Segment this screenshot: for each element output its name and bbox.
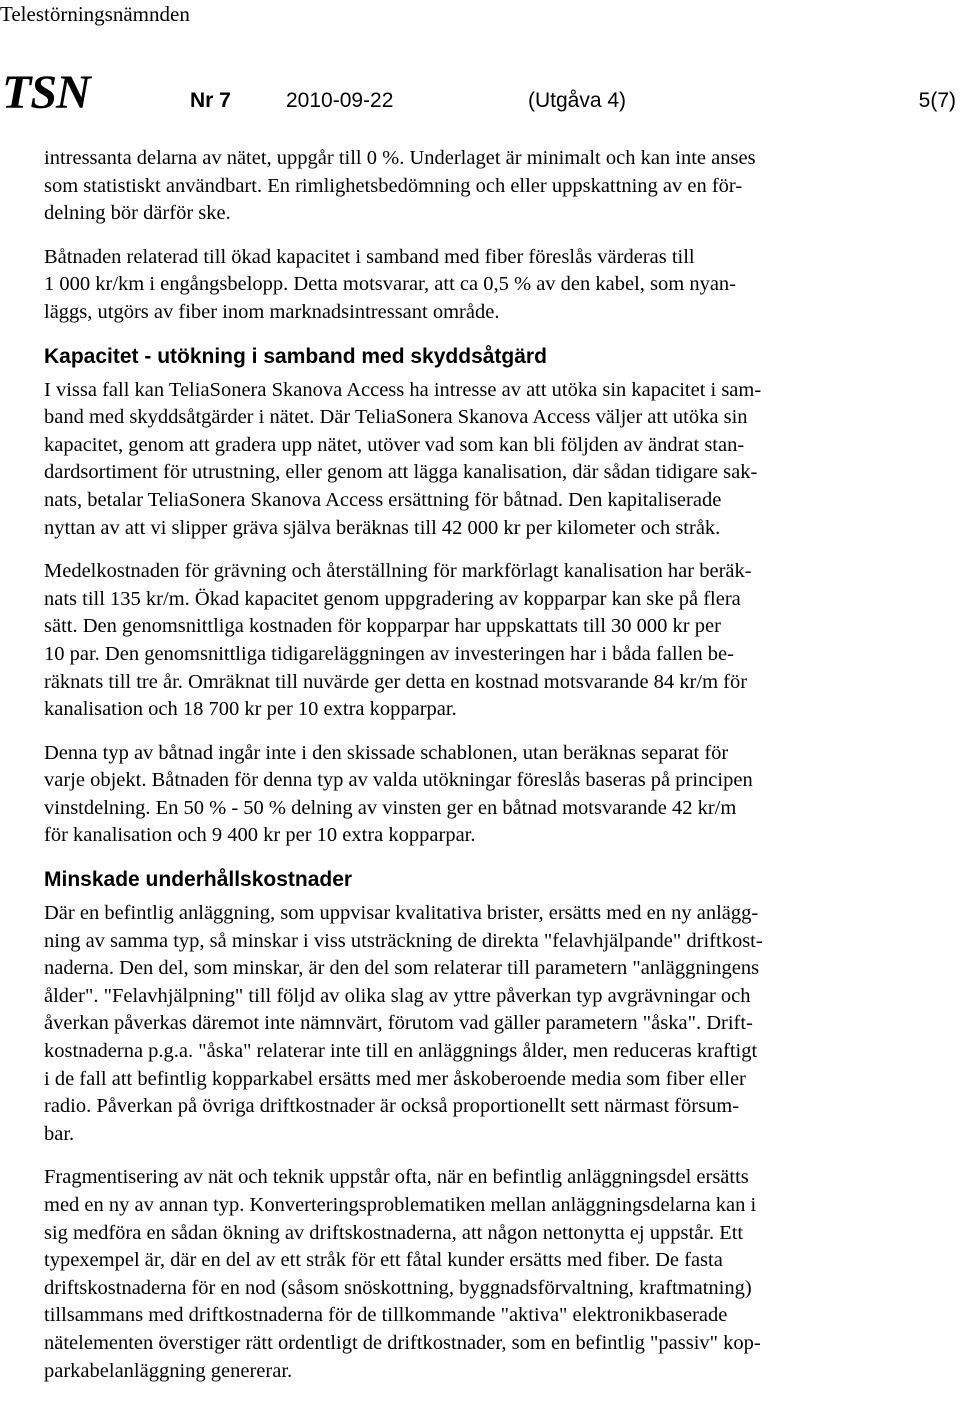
paragraph xyxy=(44,740,914,850)
text-line: delning bör därför ske. xyxy=(44,202,231,225)
text-line: kanalisation och 18 700 kr per 10 extra kopparpar. xyxy=(44,698,457,721)
tsn-logo: TSN xyxy=(2,66,90,119)
text-line: bar. xyxy=(44,1122,75,1145)
page-number: 5(7) xyxy=(918,89,956,112)
text-line: radio. Påverkan på övriga driftkostnader är också proportionellt sett närmast försum- xyxy=(44,1095,740,1118)
text-line: nätelementen överstiger rätt ordentligt de driftkostnader, som en befintlig "passiv" kop- xyxy=(44,1331,761,1354)
text-line: Denna typ av båtnad ingår inte i den skissade schablonen, utan beräknas separat för xyxy=(44,741,729,764)
text-line: nats till 135 kr/m. Ökad kapacitet genom uppgradering av kopparpar kan ske på flera xyxy=(44,587,741,610)
paragraph xyxy=(44,900,914,1148)
text-line: Medelkostnaden för grävning och återställning för markförlagt kanalisation har beräk- xyxy=(44,560,752,583)
text-line: naderna. Den del, som minskar, är den del som relaterar till parametern "anläggningens xyxy=(44,957,760,980)
text-line: ning av samma typ, så minskar i viss utsträckning de direkta "felavhjälpande" driftkost- xyxy=(44,929,763,952)
text-line: ålder". "Felavhjälpning" till följd av olika slag av yttre påverkan typ avgrävningar och xyxy=(44,984,751,1007)
text-line: parkabelanläggning genererar. xyxy=(44,1359,293,1382)
text-line: intressanta delarna av nätet, uppgår till 0 %. Underlaget är minimalt och kan inte anses xyxy=(44,147,756,169)
text-line: 1 000 kr/km i engångsbelopp. Detta motsvarar, att ca 0,5 % av den kabel, som nyan- xyxy=(44,273,737,296)
text-line: nyttan av att vi slipper gräva själva beräknas till 42 000 kr per kilometer och stråk. xyxy=(44,516,721,539)
section-heading: Minskade underhållskostnader xyxy=(44,868,353,892)
text-line: vinstdelning. En 50 % - 50 % delning av vinsten ger en båtnad motsvarande 42 kr/m xyxy=(44,796,737,819)
paragraph xyxy=(44,145,914,228)
paragraph xyxy=(44,558,914,724)
text-line: sätt. Den genomsnittliga kostnaden för kopparpar har uppskattats till 30 000 kr per xyxy=(44,615,721,638)
text-line: kapacitet, genom att gradera upp nätet, utöver vad som kan bli följden av ändrat stan- xyxy=(44,433,745,456)
text-line: sig medföra en sådan ökning av driftskostnaderna, att någon nettonytta ej uppstår. Ett xyxy=(44,1221,744,1244)
text-line: typexempel är, där en del av ett stråk för ett fåtal kunder ersätts med fiber. De fasta xyxy=(44,1249,723,1272)
text-line: Där en befintlig anläggning, som uppvisar kvalitativa brister, ersätts med en ny anlägg- xyxy=(44,902,759,925)
text-line: Fragmentisering av nät och teknik uppstår ofta, när en befintlig anläggningsdel ersätts xyxy=(44,1166,749,1189)
text-line: band med skyddsåtgärder i nätet. Där TeliaSonera Skanova Access väljer att utöka sin xyxy=(44,406,748,429)
section-heading: Kapacitet - utökning i samband med skyddsåtgärd xyxy=(44,344,547,368)
text-line: driftskostnaderna för en nod (såsom snöskottning, byggnadsförvaltning, kraftmatning) xyxy=(44,1276,752,1299)
text-line: nats, betalar TeliaSonera Skanova Access ersättning för båtnad. Den kapitaliserade xyxy=(44,488,722,511)
issue-number: Nr 7 xyxy=(190,89,231,112)
text-line: kostnaderna p.g.a. "åska" relaterar inte till en anläggnings ålder, men reduceras kraftigt xyxy=(44,1040,758,1063)
text-line: Båtnaden relaterad till ökad kapacitet i samband med fiber föreslås värderas till xyxy=(44,245,695,268)
paragraph xyxy=(44,244,914,327)
document-body xyxy=(44,145,914,1401)
text-line: med en ny av annan typ. Konverteringsproblematiken mellan anläggningsdelarna kan i xyxy=(44,1194,757,1216)
text-line: 10 par. Den genomsnittliga tidigareläggningen av investeringen har i båda fallen be- xyxy=(44,642,734,665)
document-date: 2010-09-22 xyxy=(286,89,394,112)
text-line: tillsammans med driftkostnaderna för de tillkommande "aktiva" elektronikbaserade xyxy=(44,1304,728,1327)
text-line: räknats till tre år. Omräknat till nuvärde ger detta en kostnad motsvarande 84 kr/m för xyxy=(44,670,748,693)
edition: (Utgåva 4) xyxy=(528,89,627,112)
text-line: dardsortiment för utrustning, eller genom att lägga kanalisation, där sådan tidigare sak- xyxy=(44,461,758,484)
text-line: I vissa fall kan TeliaSonera Skanova Access ha intresse av att utöka sin kapacitet i sam- xyxy=(44,378,762,401)
text-line: läggs, utgörs av fiber inom marknadsintressant område. xyxy=(44,300,500,323)
paragraph xyxy=(44,377,914,543)
text-line: för kanalisation och 9 400 kr per 10 extra kopparpar. xyxy=(44,824,476,847)
organization-name: Telestörningsnämnden xyxy=(0,2,190,26)
text-line: som statistiskt användbart. En rimlighetsbedömning och eller uppskattning av en för- xyxy=(44,174,743,197)
text-line: varje objekt. Båtnaden för denna typ av valda utökningar föreslås baseras på principen xyxy=(44,769,753,792)
paragraph xyxy=(44,1164,914,1385)
text-line: åverkan påverkas däremot inte nämnvärt, förutom vad gäller parametern "åska". Drift- xyxy=(44,1012,753,1035)
text-line: i de fall att befintlig kopparkabel ersätts med mer åskoberoende media som fiber eller xyxy=(44,1067,746,1090)
